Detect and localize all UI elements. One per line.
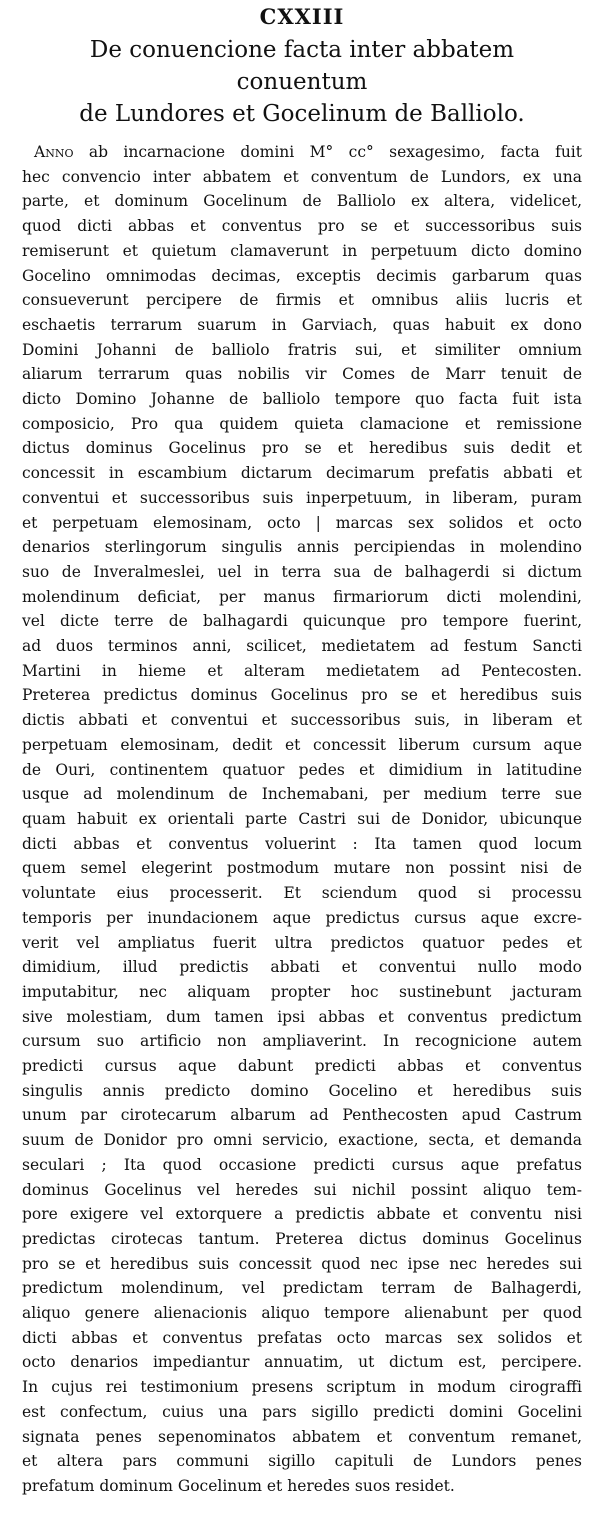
text-line: dicti abbas et conventus voluerint : Ita tamen quod locum [22, 834, 582, 853]
text-line: suum de Donidor pro omni servicio, exactione, secta, et demanda [22, 1131, 582, 1150]
text-line: temporis per inundacionem aque predictus cursus aque excre- [22, 908, 582, 927]
text-line: aliarum terrarum quas nobilis vir Comes de Marr tenuit de [22, 365, 582, 384]
text-line: verit vel ampliatus fuerit ultra predictos quatuor pedes et [22, 933, 582, 952]
text-line: et altera pars communi sigillo capituli de Lundors penes [22, 1452, 582, 1471]
text-line-1 [22, 140, 582, 165]
text-line: usque ad molendinum de Inchemabani, per medium terre sue [22, 785, 582, 804]
text-line: dictis abbati et conventui et successoribus suis, in liberam et [22, 711, 582, 730]
text-line: predicti cursus aque dabunt predicti abbas et conventus [22, 1057, 582, 1076]
text-line: parte, et dominum Gocelinum de Balliolo ex altera, videlicet, [22, 192, 582, 211]
text-line: quam habuit ex orientali parte Castri sui de Donidor, ubicunque [22, 809, 582, 828]
text-line: eschaetis terrarum suarum in Garviach, quas habuit ex dono [22, 315, 582, 334]
text-line: dicti abbas et conventus prefatas octo marcas sex solidos et [22, 1328, 582, 1347]
charter-number: CXXIII [259, 4, 345, 29]
opening-word: Anno [34, 143, 74, 161]
text-line: consueverunt percipere de firmis et omnibus aliis lucris et [22, 291, 582, 310]
title-line-2: de Lundores et Gocelinum de Balliolo. [79, 101, 525, 127]
text-line: remiserunt et quietum clamaverunt in perpetuum dicto domino [22, 241, 582, 260]
text-line-1-rest: ab incarnacione domini M° cc° sexagesimo, facta fuit [73, 143, 582, 161]
text-line: octo denarios impediantur annuatim, ut dictum est, percipere. [22, 1353, 582, 1372]
text-line: de Ouri, continentem quatuor pedes et dimidium in latitudine [22, 760, 582, 779]
text-line: Gocelino omnimodas decimas, exceptis decimis garbarum quas [22, 266, 582, 285]
text-line: dominus Gocelinus vel heredes sui nichil possint aliquo tem- [22, 1180, 582, 1199]
text-line: In cujus rei testimonium presens scriptum in modum cirograffi [22, 1378, 582, 1397]
text-line: predictas cirotecas tantum. Preterea dictus dominus Gocelinus [22, 1229, 582, 1248]
text-line: suo de Inveralmeslei, uel in terra sua de balhagerdi si dictum [22, 562, 582, 581]
text-line: Domini Johanni de balliolo fratris sui, et similiter omnium [22, 340, 582, 359]
text-line: est confectum, cuius una pars sigillo predicti domini Gocelini [22, 1402, 582, 1421]
text-line: perpetuam elemosinam, dedit et concessit liberum cursum aque [22, 735, 582, 754]
text-line: denarios sterlingorum singulis annis percipiendas in molendino [22, 538, 582, 557]
text-line: voluntate eius processerit. Et sciendum quod si processu [22, 884, 582, 903]
text-line: molendinum deficiat, per manus firmariorum dicti molendini, [22, 587, 582, 606]
title-line-1: De conuencione facta inter abbatem conuentum [89, 37, 515, 95]
text-line: dimidium, illud predictis abbati et conventui nullo modo [22, 958, 582, 977]
text-line: quem semel elegerint postmodum mutare non possint nisi de [22, 859, 582, 878]
text-line: Preterea predictus dominus Gocelinus pro se et heredibus suis [22, 686, 582, 705]
charter-title [22, 34, 582, 130]
text-line: dicto Domino Johanne de balliolo tempore quo facta fuit ista [22, 390, 582, 409]
text-line: pore exigere vel extorquere a predictis abbate et conventu nisi [22, 1205, 582, 1224]
text-line: conventui et successoribus suis inperpetuum, in liberam, puram [22, 488, 582, 507]
text-line: vel dicte terre de balhagardi quicunque pro tempore fuerint, [22, 612, 582, 631]
text-line: composicio, Pro qua quidem quieta clamacione et remissione [22, 414, 582, 433]
text-line: ad duos terminos anni, scilicet, medietatem ad festum Sancti [22, 637, 582, 656]
text-line: cursum suo artificio non ampliaverint. In recognicione autem [22, 1032, 582, 1051]
text-line: seculari ; Ita quod occasione predicti cursus aque prefatus [22, 1155, 582, 1174]
text-line: hec convencio inter abbatem et conventum de Lundors, ex una [22, 167, 582, 186]
text-line: dictus dominus Gocelinus pro se et heredibus suis dedit et [22, 439, 582, 458]
text-line: predictum molendinum, vel predictam terram de Balhagerdi, [22, 1279, 582, 1298]
text-line: aliquo genere alienacionis aliquo tempore alienabunt per quod [22, 1304, 582, 1323]
text-line: signata penes sepenominatos abbatem et conventum remanet, [22, 1427, 582, 1446]
text-line: imputabitur, nec aliquam propter hoc sustinebunt jacturam [22, 982, 582, 1001]
text-line: quod dicti abbas et conventus pro se et successoribus suis [22, 217, 582, 236]
text-line: sive molestiam, dum tamen ipsi abbas et conventus predictum [22, 1007, 582, 1026]
text-line: Martini in hieme et alteram medietatem ad Pentecosten. [22, 661, 582, 680]
charter-text [22, 140, 582, 1499]
text-line: singulis annis predicto domino Gocelino et heredibus suis [22, 1081, 582, 1100]
text-line: pro se et heredibus suis concessit quod nec ipse nec heredes sui [22, 1254, 582, 1273]
text-line: unum par cirotecarum albarum ad Penthecosten apud Castrum [22, 1106, 582, 1125]
text-line: et perpetuam elemosinam, octo | marcas sex solidos et octo [22, 513, 582, 532]
text-line: concessit in escambium dictarum decimarum prefatis abbati et [22, 464, 582, 483]
text-line-last: prefatum dominum Gocelinum et heredes suos residet. [22, 1476, 455, 1495]
